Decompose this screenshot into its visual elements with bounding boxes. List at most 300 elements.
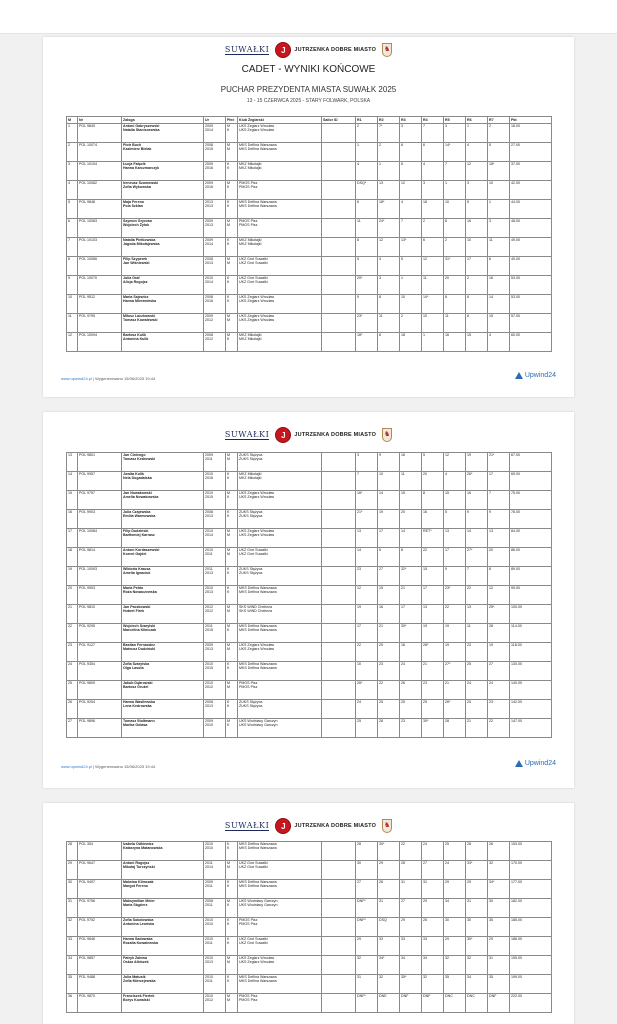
points-cell: 27.00 [510, 143, 552, 162]
birth-year-cell: 2009 2014 [204, 238, 226, 257]
club-cell: PMOS Pisz PMOS Pisz [238, 994, 322, 1013]
race-score-cell: 35 [488, 975, 510, 994]
race-score-cell: 4 [488, 333, 510, 352]
place-cell: 19 [67, 567, 78, 586]
column-header: Pkt [510, 117, 552, 124]
race-score-cell: 30* [400, 624, 422, 643]
birth-year-cell: 2008 2015 [204, 143, 226, 162]
race-score-cell: 19 [466, 453, 488, 472]
column-header: R3 [400, 117, 422, 124]
place-cell: 5 [67, 200, 78, 219]
birth-year-cell: 2009 2014 [204, 124, 226, 143]
sailor-id-cell [322, 643, 356, 662]
race-score-cell: 13 [444, 529, 466, 548]
sail-number-cell: POL 9809 [78, 681, 122, 700]
race-score-cell: 24 [488, 681, 510, 700]
crew-cell: Maria Pełdo Róża Nowaczewska [122, 586, 204, 605]
race-score-cell: DNE [378, 994, 400, 1013]
gender-cell: M M [226, 994, 238, 1013]
column-header: Załoga [122, 117, 204, 124]
birth-year-cell: 2009 2011 [204, 453, 226, 472]
points-cell: 49.00 [510, 257, 552, 276]
gender-cell: M M [226, 529, 238, 548]
points-cell: 84.00 [510, 529, 552, 548]
race-score-cell: 15 [400, 491, 422, 510]
table-row [67, 472, 552, 491]
crew-cell: Julia Czajewska Emilia Warmowska [122, 510, 204, 529]
race-score-cell: 3 [356, 453, 378, 472]
gender-cell: K K [226, 700, 238, 719]
crew-cell: Hanna Wasilewska Lena Kedrowska [122, 700, 204, 719]
race-score-cell: 6 [422, 143, 444, 162]
race-score-cell: 19 [422, 624, 444, 643]
race-score-cell: 12 [466, 162, 488, 181]
race-score-cell: 14 [400, 529, 422, 548]
column-header: R6 [466, 117, 488, 124]
race-score-cell: 28 [488, 624, 510, 643]
race-score-cell: 24 [422, 842, 444, 861]
race-score-cell: 23 [488, 700, 510, 719]
race-score-cell: 20 [466, 700, 488, 719]
city-crest-icon: ♞ [382, 819, 392, 833]
race-score-cell: 31 [356, 975, 378, 994]
table-row [67, 662, 552, 681]
race-score-cell: 14* [444, 143, 466, 162]
race-score-cell: 28 [400, 861, 422, 880]
results-table-page-1 [66, 116, 552, 352]
race-score-cell: 5 [356, 257, 378, 276]
race-score-cell: 31* [444, 257, 466, 276]
club-cell: MKŻ Mikołajki MKŻ Mikołajki [238, 333, 322, 352]
jutrzenka-logo: J JUTRZENKA DOBRE MIASTO [275, 427, 376, 443]
table-row [67, 899, 552, 918]
race-score-cell: 34 [422, 956, 444, 975]
race-score-cell: 24 [466, 681, 488, 700]
race-score-cell: 22 [422, 548, 444, 567]
race-score-cell: 3 [444, 124, 466, 143]
race-score-cell: 32* [400, 567, 422, 586]
crew-cell: Łucja Fałęcik Hanna Karczmarczyk [122, 162, 204, 181]
race-score-cell: 1 [400, 276, 422, 295]
race-score-cell: 23 [466, 643, 488, 662]
birth-year-cell: 2010 2011 [204, 975, 226, 994]
race-score-cell: 28 [356, 842, 378, 861]
points-cell: 49.00 [510, 238, 552, 257]
table-row [67, 861, 552, 880]
race-score-cell: 31 [400, 880, 422, 899]
gender-cell: M M [226, 605, 238, 624]
race-score-cell: 29 [488, 937, 510, 956]
regatta-date: 13 - 15 CZERWCA 2025 - STARY FOLWARK, POLSKA [246, 98, 371, 104]
suwalki-logo: SUWAŁKI [224, 45, 270, 54]
place-cell: 22 [67, 624, 78, 643]
race-score-cell: 13 [378, 181, 400, 200]
race-score-cell: 11 [422, 276, 444, 295]
city-crest-icon: ♞ [382, 43, 392, 57]
sail-number-cell: POL 9512 [78, 295, 122, 314]
race-score-cell: 16 [466, 219, 488, 238]
sailor-id-cell [322, 333, 356, 352]
race-score-cell: 14 [356, 548, 378, 567]
table-row [67, 143, 552, 162]
document-page-1 [43, 37, 574, 397]
race-score-cell: 6 [466, 295, 488, 314]
birth-year-cell: 2008 2016 [204, 295, 226, 314]
race-score-cell: 18 [400, 333, 422, 352]
race-score-cell: 12 [444, 453, 466, 472]
race-score-cell: 15 [466, 333, 488, 352]
points-cell: 142.00 [510, 700, 552, 719]
birth-year-cell: 2011 2013 [204, 567, 226, 586]
column-header: M [67, 117, 78, 124]
birth-year-cell: 2010 2011 [204, 937, 226, 956]
column-header: R1 [356, 117, 378, 124]
crew-cell: Antoni Rogojsz Mikołaj Turczyński [122, 861, 204, 880]
place-cell: 3 [67, 162, 78, 181]
suwalki-logo: SUWAŁKI [224, 430, 270, 439]
birth-year-cell: 2010 2015 [204, 662, 226, 681]
race-score-cell: 5 [400, 257, 422, 276]
place-cell: 6 [67, 219, 78, 238]
birth-year-cell: 2009 2016 [204, 181, 226, 200]
crew-cell: Maja Fereno Pola Szklan [122, 200, 204, 219]
race-score-cell: 32 [444, 956, 466, 975]
race-score-cell: 16 [378, 605, 400, 624]
birth-year-cell: 2010 2011 [204, 548, 226, 567]
race-score-cell: 26* [356, 681, 378, 700]
points-cell: 153.00 [510, 842, 552, 861]
points-cell: 195.00 [510, 956, 552, 975]
race-score-cell: 22 [444, 605, 466, 624]
sail-number-cell: POL 10082 [78, 181, 122, 200]
table-row [67, 994, 552, 1013]
race-score-cell: 7 [488, 491, 510, 510]
birth-year-cell: 2009 2010 [204, 719, 226, 738]
crew-cell: Jan Ciniengo Tomasz Kedrowski [122, 453, 204, 472]
sail-number-cell: POL 9295 [78, 624, 122, 643]
column-header: Sailor ID [322, 117, 356, 124]
race-score-cell: 19 [444, 624, 466, 643]
sailor-id-cell [322, 861, 356, 880]
race-score-cell: 7* [378, 124, 400, 143]
points-cell: 53.00 [510, 276, 552, 295]
place-cell: 23 [67, 643, 78, 662]
footer-link[interactable]: www.upwind24.pl | Wygenerowano 15/06/2025 19:44 [61, 376, 156, 381]
points-cell: 182.00 [510, 899, 552, 918]
place-cell: 26 [67, 700, 78, 719]
table-row [67, 219, 552, 238]
birth-year-cell: 2011 2015 [204, 624, 226, 643]
race-score-cell: RET* [422, 529, 444, 548]
crew-cell: Szymon Gryczan Wojciech Żyłok [122, 219, 204, 238]
birth-year-cell: 2010 2014 [204, 529, 226, 548]
race-score-cell: 22 [488, 719, 510, 738]
points-cell: 147.00 [510, 719, 552, 738]
race-score-cell: 30 [356, 861, 378, 880]
crew-cell: Antoni Gabryszewski Natalia Stanisoewska [122, 124, 204, 143]
race-score-cell: 2 [466, 276, 488, 295]
race-score-cell: 25 [356, 719, 378, 738]
gender-cell: M M [226, 643, 238, 662]
gender-cell: M M [226, 956, 238, 975]
results-table-page-3 [66, 841, 552, 1013]
birth-year-cell: 2012 2012 [204, 605, 226, 624]
race-score-cell: 10 [356, 662, 378, 681]
race-score-cell: 13 [356, 529, 378, 548]
column-header: R5 [444, 117, 466, 124]
race-score-cell: 3 [488, 219, 510, 238]
race-score-cell: 3 [466, 181, 488, 200]
race-score-cell: 26 [400, 681, 422, 700]
crew-cell: Antoni Kordaszewski Kornel Gajdel [122, 548, 204, 567]
column-header: Ur [204, 117, 226, 124]
sail-number-cell: POL 9957 [78, 472, 122, 491]
race-score-cell: DNF* [356, 994, 378, 1013]
club-cell: UKS Wodniacy Garczyn UKS Wodniacy Garczyn [238, 899, 322, 918]
table-header-row [67, 117, 552, 124]
birth-year-cell: 2009 2013 [204, 643, 226, 662]
club-cell: UKS Żeglarz Wrocław UKS Żeglarz Wrocław [238, 124, 322, 143]
club-cell: UKS Żeglarz Wrocław UKS Żeglarz Wrocław [238, 529, 322, 548]
race-score-cell: 25 [466, 662, 488, 681]
table-row [67, 453, 552, 472]
race-score-cell: 27 [356, 880, 378, 899]
race-score-cell: 27* [466, 548, 488, 567]
column-header: Płeć [226, 117, 238, 124]
race-score-cell: 29 [444, 937, 466, 956]
sail-number-cell: POL 9848 [78, 200, 122, 219]
table-row [67, 586, 552, 605]
race-score-cell: 11 [378, 314, 400, 333]
birth-year-cell: 2010 2012 [204, 994, 226, 1013]
race-score-cell: 7 [444, 162, 466, 181]
upwind-sail-icon [515, 760, 523, 767]
race-score-cell: 27* [444, 662, 466, 681]
club-cell: MKS Delfina Warszawa MKS Delfina Warszawa [238, 624, 322, 643]
club-cell: UKS Żeglarz Wrocław UKS Żeglarz Wrocław [238, 491, 322, 510]
race-score-cell: 14 [488, 295, 510, 314]
table-row [67, 937, 552, 956]
gender-cell: M K [226, 124, 238, 143]
crew-cell: Julia Matusik Zofia Mierzejewska [122, 975, 204, 994]
race-score-cell: 1 [466, 124, 488, 143]
race-score-cell: 27 [422, 861, 444, 880]
sailor-id-cell [322, 295, 356, 314]
race-score-cell: 4 [356, 162, 378, 181]
table-row [67, 238, 552, 257]
race-score-cell: 17 [444, 548, 466, 567]
race-score-cell: 21 [422, 662, 444, 681]
club-cell: ŻUKS Stężyca ŻUKS Stężyca [238, 567, 322, 586]
race-score-cell: 14 [466, 529, 488, 548]
race-score-cell: 8 [356, 238, 378, 257]
gender-cell: K K [226, 200, 238, 219]
sail-number-cell: POL 10084 [78, 529, 122, 548]
viewer-top-bar [0, 0, 617, 34]
club-cell: UKS Żeglarz Wrocław UKS Żeglarz Wrocław [238, 643, 322, 662]
sail-number-cell: POL 9488 [78, 975, 122, 994]
jutrzenka-logo: J JUTRZENKA DOBRE MIASTO [275, 42, 376, 58]
place-cell: 34 [67, 956, 78, 975]
column-header: Klub Żeglarski [238, 117, 322, 124]
club-cell: ŻUKS Stężyca ŻUKS Stężyca [238, 700, 322, 719]
table-row [67, 700, 552, 719]
sail-number-cell: POL 9254 [78, 700, 122, 719]
race-score-cell: 29 [400, 918, 422, 937]
gender-cell: K K [226, 662, 238, 681]
table-row [67, 181, 552, 200]
race-score-cell: 7 [466, 567, 488, 586]
race-score-cell: 16 [400, 453, 422, 472]
suwalki-logo: SUWAŁKI [224, 821, 270, 830]
club-cell: MKŻ Mikołajki MKŻ Mikołajki [238, 238, 322, 257]
table-row [67, 681, 552, 700]
race-score-cell: 18 [422, 200, 444, 219]
race-score-cell: DNF [422, 994, 444, 1013]
points-cell: 100.00 [510, 605, 552, 624]
table-row [67, 529, 552, 548]
points-cell: 44.00 [510, 200, 552, 219]
club-cell: UKS Żeglarz Wrocław UKS Żeglarz Wrocław [238, 295, 322, 314]
race-score-cell: 15 [378, 586, 400, 605]
race-score-cell: 32 [356, 956, 378, 975]
race-score-cell: 21 [466, 719, 488, 738]
place-cell: 2 [67, 143, 78, 162]
race-score-cell: 35 [444, 975, 466, 994]
race-score-cell: 5 [466, 200, 488, 219]
race-score-cell: 16 [466, 491, 488, 510]
race-score-cell: 4 [466, 143, 488, 162]
race-score-cell: 34* [378, 956, 400, 975]
sailor-id-cell [322, 200, 356, 219]
gender-cell: K K [226, 880, 238, 899]
crew-cell: Filip Dudziński Bartłomiej Karrasz [122, 529, 204, 548]
race-score-cell: 17 [378, 529, 400, 548]
birth-year-cell: 2010 2015 [204, 491, 226, 510]
crew-cell: Miłosz Laczkowski Tomasz Kowalewski [122, 314, 204, 333]
race-score-cell: 1 [378, 162, 400, 181]
sail-number-cell: POL 9801 [78, 453, 122, 472]
document-page-3 [43, 803, 574, 1024]
gender-cell: K K [226, 162, 238, 181]
race-score-cell: 10 [422, 314, 444, 333]
sail-number-cell: POL 9849 [78, 124, 122, 143]
points-cell: 67.00 [510, 453, 552, 472]
sail-number-cell: POL 9354 [78, 662, 122, 681]
crew-cell: Jowita Kulik Nela Dogadalska [122, 472, 204, 491]
race-score-cell: 1 [356, 143, 378, 162]
sailor-id-cell [322, 143, 356, 162]
place-cell: 15 [67, 491, 78, 510]
place-cell: 24 [67, 662, 78, 681]
race-score-cell: 14* [422, 295, 444, 314]
sail-number-cell: POL 9646 [78, 937, 122, 956]
place-cell: 36 [67, 994, 78, 1013]
race-score-cell: 10 [378, 472, 400, 491]
race-score-cell: 8 [444, 219, 466, 238]
race-score-cell: 10 [444, 200, 466, 219]
sail-number-cell: POL 10083 [78, 219, 122, 238]
sail-number-cell: POL 10066 [78, 257, 122, 276]
race-score-cell: 13* [400, 238, 422, 257]
sailor-id-cell [322, 662, 356, 681]
race-score-cell: 24 [400, 662, 422, 681]
race-score-cell: 12 [378, 238, 400, 257]
race-score-cell: 16 [400, 643, 422, 662]
race-score-cell: 28 [444, 719, 466, 738]
gender-cell: M M [226, 219, 238, 238]
club-cell: PMOS Pisz PMOS Pisz [238, 681, 322, 700]
club-cell: UKS Żeglarz Wrocław UKS Żeglarz Wrocław [238, 956, 322, 975]
place-cell: 21 [67, 605, 78, 624]
birth-year-cell: 2010 2016 [204, 472, 226, 491]
race-score-cell: 2 [488, 124, 510, 143]
crew-cell: Jakub Dąbrowski Bartosz Grużel [122, 681, 204, 700]
points-cell: 69.00 [510, 472, 552, 491]
race-score-cell: 19 [444, 643, 466, 662]
place-cell: 33 [67, 937, 78, 956]
header-logos [43, 815, 574, 837]
club-cell: UKŻ Grot Suwałki UKŻ Grot Suwałki [238, 548, 322, 567]
table-row [67, 880, 552, 899]
race-score-cell: 33 [378, 937, 400, 956]
race-score-cell: 5 [378, 548, 400, 567]
column-header: R7 [488, 117, 510, 124]
race-score-cell: 30 [444, 918, 466, 937]
sailor-id-cell [322, 453, 356, 472]
race-score-cell: 15 [444, 491, 466, 510]
document-page-2 [43, 412, 574, 788]
race-score-cell: 30 [466, 918, 488, 937]
race-score-cell: 26* [466, 472, 488, 491]
sail-number-cell: POL 9857 [78, 956, 122, 975]
crew-cell: Tomasz Stoltmann Marika Gołasa [122, 719, 204, 738]
race-score-cell: 1 [488, 200, 510, 219]
race-score-cell: 20 [444, 276, 466, 295]
gender-cell: K K [226, 975, 238, 994]
results-title: CADET - WYNIKI KOŃCOWE [241, 64, 376, 75]
points-cell: 78.00 [510, 510, 552, 529]
regatta-name: PUCHAR PREZYDENTA MIASTA SUWAŁK 2025 [220, 85, 397, 94]
race-score-cell: 18* [356, 333, 378, 352]
footer-link[interactable]: www.upwind24.pl | Wygenerowano 15/06/2025 19:44 [61, 764, 156, 769]
table-row [67, 333, 552, 352]
crew-cell: Natalia Pietkowska Jagoda Mikołajewska [122, 238, 204, 257]
sail-number-cell: POL 10103 [78, 238, 122, 257]
race-score-cell: 30 [488, 899, 510, 918]
table-row [67, 510, 552, 529]
race-score-cell: 10 [466, 238, 488, 257]
sail-number-cell: POL 9870 [78, 994, 122, 1013]
sail-number-cell: POL 10070 [78, 276, 122, 295]
race-score-cell: DSQ* [356, 181, 378, 200]
race-score-cell: 30* [422, 719, 444, 738]
sailor-id-cell [322, 994, 356, 1013]
race-score-cell: 29 [444, 880, 466, 899]
points-cell: 199.00 [510, 975, 552, 994]
club-cell: PMOS Pisz PMOS Pisz [238, 219, 322, 238]
sail-number-cell: POL 9814 [78, 548, 122, 567]
gender-cell: K K [226, 937, 238, 956]
race-score-cell: 18* [378, 200, 400, 219]
sailor-id-cell [322, 181, 356, 200]
points-cell: 75.00 [510, 491, 552, 510]
race-score-cell: 31 [422, 880, 444, 899]
race-score-cell: 34 [466, 975, 488, 994]
gender-cell: M M [226, 548, 238, 567]
club-cell: ŻUKS Stężyca ŻUKS Stężyca [238, 510, 322, 529]
race-score-cell: 22 [466, 586, 488, 605]
